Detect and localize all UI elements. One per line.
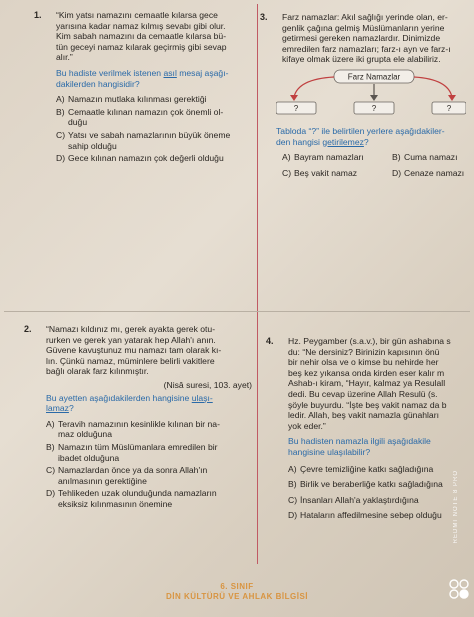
camera-watermark-text: REDMI NOTE 8 PRO	[453, 470, 459, 544]
svg-text:?: ?	[371, 103, 377, 113]
diagram-top-label: Farz Namazlar	[347, 72, 401, 82]
option-b[interactable]: B) Namazın tüm Müslümanlara emredilen bir ibadet olduğuna	[46, 441, 218, 463]
question-2	[24, 324, 252, 512]
option-b[interactable]: B) Cuma namazı	[392, 152, 458, 163]
option-b[interactable]: B) Cemaatle kılınan namazın çok önemli ol- duğu	[56, 106, 224, 128]
answer-options	[46, 419, 252, 510]
question-1	[34, 10, 250, 166]
option-d[interactable]: D) Hataların affedilmesine sebep olduğu	[288, 510, 442, 521]
option-a[interactable]: A) Çevre temizliğine katkı sağladığına	[288, 463, 434, 474]
diagram-arrow-right	[414, 77, 452, 97]
option-d[interactable]: D) Cenaze namazı	[392, 167, 465, 178]
question-prompt: Tabloda “?” ile belirtilen yerlere aşağıdakiler- den hangisi getirilemez?	[276, 125, 445, 147]
question-stem: Hz. Peygamber (s.a.v.), bir gün ashabına s du: “Ne dersiniz? Birinizin kapısının önü bir nehir olsa ve o kimse bu nehirde her beş kez yıkansa onda kirden eser kalır m Ashab-ı kiram, “Hayır, kalmaz ya Resulall dedi. Bu cevap üzerine Allah Resulü (s. şöyle buyurdu. “İşte beş vakit namaz da b ledir. Allah, beş vakit namazla günahları yok eder.”	[288, 336, 451, 431]
footer-subject: DİN KÜLTÜRÜ VE AHLAK BİLGİSİ	[166, 592, 308, 601]
camera-watermark-icon	[448, 520, 470, 600]
question-stem: “Kim yatsı namazını cemaatle kılarsa gece yarısına kadar namaz kılmış sevabı gibi olur. Kim sabah namazını da cemaatle kılarsa bü- tün geceyi namaz kılarak geçirmiş gibi sevap alır.”	[56, 10, 227, 63]
svg-text:?: ?	[293, 103, 299, 113]
answer-options	[288, 464, 472, 521]
question-3	[260, 12, 472, 180]
question-number: 2.	[24, 324, 32, 334]
verse-citation: (Nisâ suresi, 103. ayet)	[163, 379, 252, 390]
option-d[interactable]: D) Tehlikeden uzak olunduğunda namazların eksiksiz kılınmasının önemine	[46, 488, 217, 509]
question-stem: Farz namazlar: Akıl sağlığı yerinde olan, er- genlik çağına gelmiş Müslümanların yerine getirmesi gereken namazlardır. Dinimizde emredilen farz namazları; farz-ı ayn ve farz-ı kifaye olmak üzere iki grupta ele alabiliriz.	[282, 12, 451, 65]
option-a[interactable]: A) Bayram namazları	[282, 152, 364, 163]
option-c[interactable]: C) Namazlardan önce ya da sonra Allah'ın anılmasının gerektiğine	[46, 465, 208, 486]
svg-text:?: ?	[446, 103, 452, 113]
footer-grade: 6. SINIF	[220, 582, 254, 591]
option-b[interactable]: B) Birlik ve beraberliğe katkı sağladığına	[288, 479, 443, 490]
option-c[interactable]: C) Yatsı ve sabah namazlarının büyük öneme sahip olduğu	[56, 129, 231, 151]
column-divider	[257, 4, 258, 564]
answer-options	[56, 94, 250, 164]
row-divider	[4, 311, 470, 312]
question-number: 4.	[266, 336, 274, 346]
option-a[interactable]: A) Namazın mutlaka kılınması gerektiği	[56, 94, 207, 105]
option-a[interactable]: A) Teravih namazının kesinlikle kılınan bir na- maz olduğuna	[46, 418, 220, 440]
question-number: 3.	[260, 12, 268, 22]
question-stem: “Namazı kıldınız mı, gerek ayakta gerek otu- rurken ve gerek yan yatarak hep Allah'ı anın. Güvene kavuştunuz mu namazı tam olarak kı- lın. Çünkü namaz, müminlere belirli vakitlere bağlı olarak farz kılınmıştır.	[46, 324, 222, 377]
option-c[interactable]: C) İnsanları Allah'a yaklaştırdığına	[288, 494, 419, 505]
diagram-arrow-left	[294, 77, 334, 97]
answer-options	[282, 152, 472, 180]
question-prompt: Bu hadisten namazla ilgili aşağıdakile hangisine ulaşılabilir?	[288, 436, 431, 457]
farz-namaz-diagram	[276, 69, 466, 125]
question-prompt: Bu ayetten aşağıdakilerden hangisine ulaşı- lamaz?	[46, 392, 213, 414]
page-footer	[0, 582, 474, 602]
question-number: 1.	[34, 10, 42, 20]
question-prompt: Bu hadiste verilmek istenen asıl mesaj aşağı- dakilerden hangisidir?	[56, 67, 229, 89]
option-c[interactable]: C) Beş vakit namaz	[282, 167, 358, 178]
option-d[interactable]: D) Gece kılınan namazın çok değerli olduğu	[56, 153, 224, 164]
question-4	[266, 336, 472, 526]
